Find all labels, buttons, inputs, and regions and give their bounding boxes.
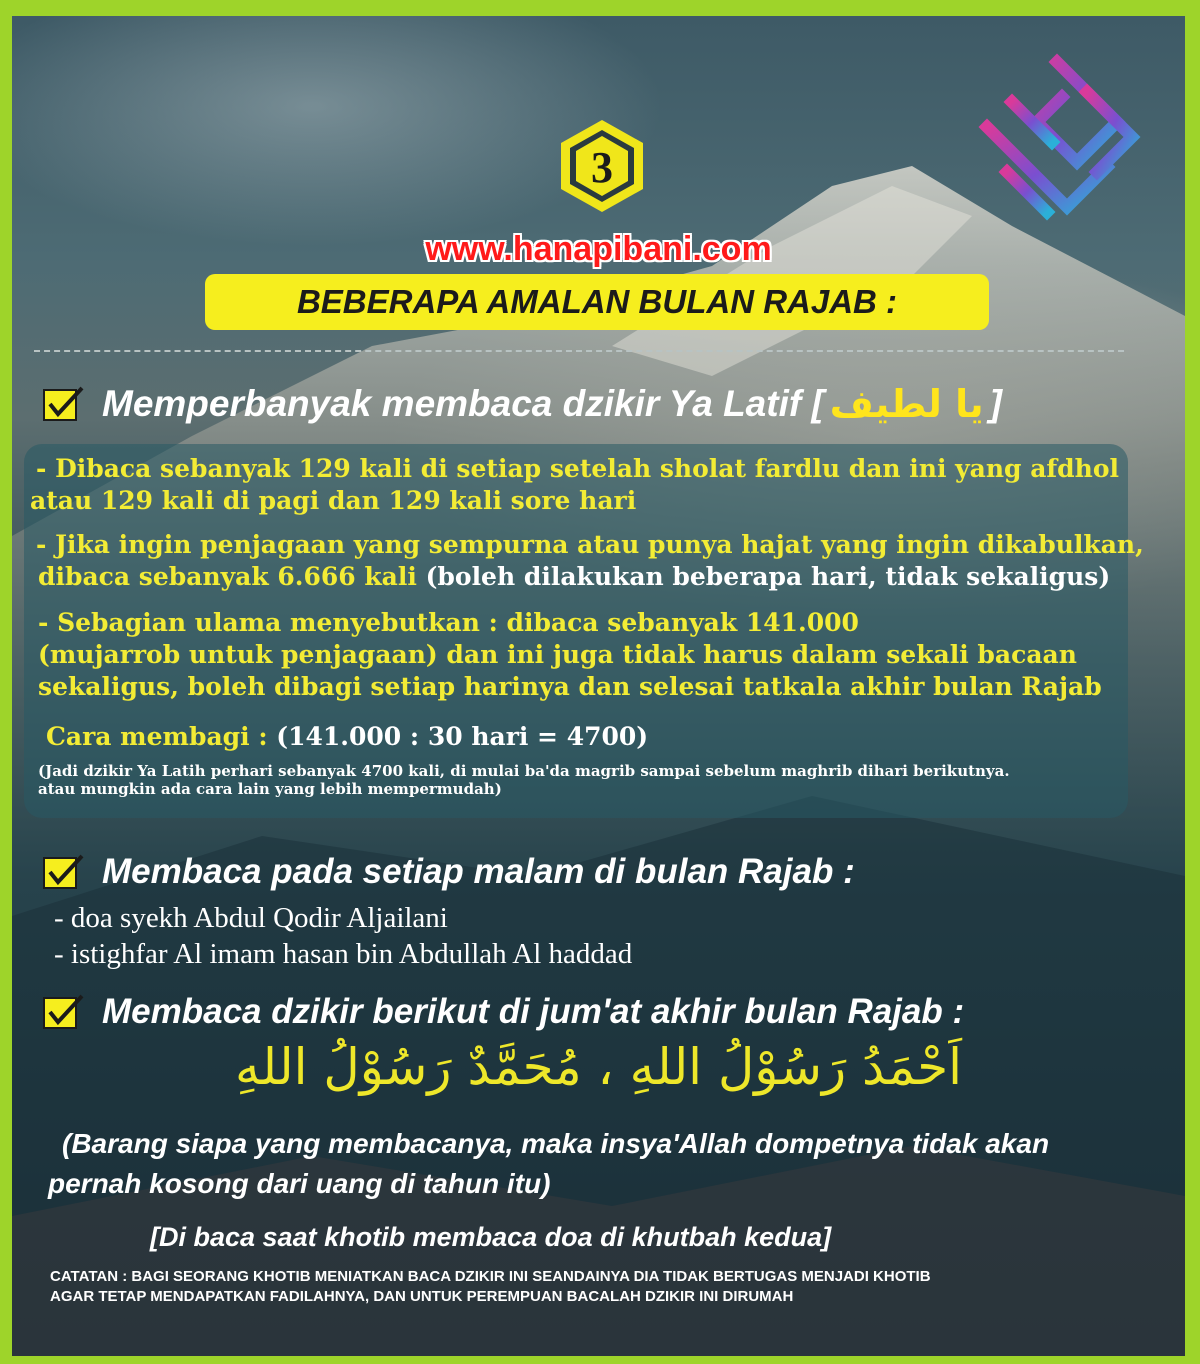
dashed-divider — [34, 350, 1124, 352]
section1-heading — [42, 382, 1002, 426]
item3-line1: - Sebagian ulama menyebutkan : dibaca sebanyak 141.000 — [38, 608, 859, 637]
catatan-line2: AGAR TETAP MENDAPATKAN FADILAHNYA, DAN UNTUK PEREMPUAN BACALAH DZIKIR INI DIRUMAH — [50, 1288, 794, 1305]
cara-value: (141.000 : 30 hari = 4700) — [276, 722, 649, 751]
cara-label: Cara membagi : — [46, 722, 277, 751]
section2-heading-text: Membaca pada setiap malam di bulan Rajab : — [102, 852, 855, 891]
section3-heading-text: Membaca dzikir berikut di jum'at akhir bulan Rajab : — [102, 992, 965, 1031]
section1-heading-text: Memperbanyak membaca dzikir Ya Latif [ — [102, 383, 824, 424]
checkmark-pen-icon — [42, 992, 86, 1032]
ya-latif-arabic: يا لطيف — [829, 382, 984, 426]
number-three-badge — [552, 116, 652, 216]
small-note-line1: (Jadi dzikir Ya Latih perhari sebanyak 4700 kali, di mulai ba'da magrib sampai sebelum maghrib dihari berikutnya. — [38, 762, 1010, 780]
item3-line2: (mujarrob untuk penjagaan) dan ini juga tidak harus dalam sekali bacaan — [38, 640, 1077, 669]
title-banner — [205, 274, 989, 330]
badge-number: 3 — [591, 143, 613, 192]
catatan-line1: CATATAN : BAGI SEORANG KHOTIB MENIATKAN BACA DZIKIR INI SEANDAINYA DIA TIDAK BERTUGAS MENJADI KHOTIB — [50, 1268, 931, 1285]
poster-background — [12, 16, 1185, 1356]
item2-line1: - Jika ingin penjagaan yang sempurna atau punya hajat yang ingin dikabulkan, — [36, 530, 1144, 559]
khutbah-note: [Di baca saat khotib membaca doa di khutbah kedua] — [150, 1222, 832, 1252]
item1-line1: - Dibaca sebanyak 129 kali di setiap setelah sholat fardlu dan ini yang afdhol — [36, 454, 1120, 483]
kufic-calligraphy-logo — [967, 52, 1167, 232]
item3-line3: sekaligus, boleh dibagi setiap harinya dan selesai tatkala akhir bulan Rajab — [38, 672, 1102, 701]
note-line1: (Barang siapa yang membacanya, maka insya'Allah dompetnya tidak akan — [62, 1128, 1050, 1159]
small-note-line2: atau mungkin ada cara lain yang lebih mempermudah) — [38, 780, 502, 798]
section2-item1: - doa syekh Abdul Qodir Aljailani — [54, 902, 448, 934]
item2-line2-yellow: dibaca sebanyak 6.666 kali — [38, 562, 417, 591]
cara-membagi — [46, 722, 648, 751]
note-line2: pernah kosong dari uang di tahun itu) — [48, 1168, 551, 1199]
item1-line2: atau 129 kali di pagi dan 129 kali sore hari — [30, 486, 637, 515]
dzikir-arabic: اَحْمَدُ رَسُوْلُ اللهِ ، مُحَمَّدٌ رَسُوْلُ اللهِ — [234, 1038, 963, 1096]
page-title: BEBERAPA AMALAN BULAN RAJAB : — [296, 283, 898, 320]
section2-item2: - istighfar Al imam hasan bin Abdullah Al haddad — [54, 938, 633, 970]
item2-line2 — [38, 562, 1110, 591]
website-url: www.hanapibani.com — [425, 230, 772, 268]
section1-heading-bracket: ] — [989, 383, 1002, 424]
item2-line2-white: (boleh dilakukan beberapa hari, tidak sekaligus) — [416, 562, 1111, 591]
checkmark-pen-icon — [42, 852, 86, 892]
section2-heading — [42, 852, 855, 892]
section3-heading — [42, 992, 964, 1032]
checkmark-pen-icon — [42, 384, 86, 424]
